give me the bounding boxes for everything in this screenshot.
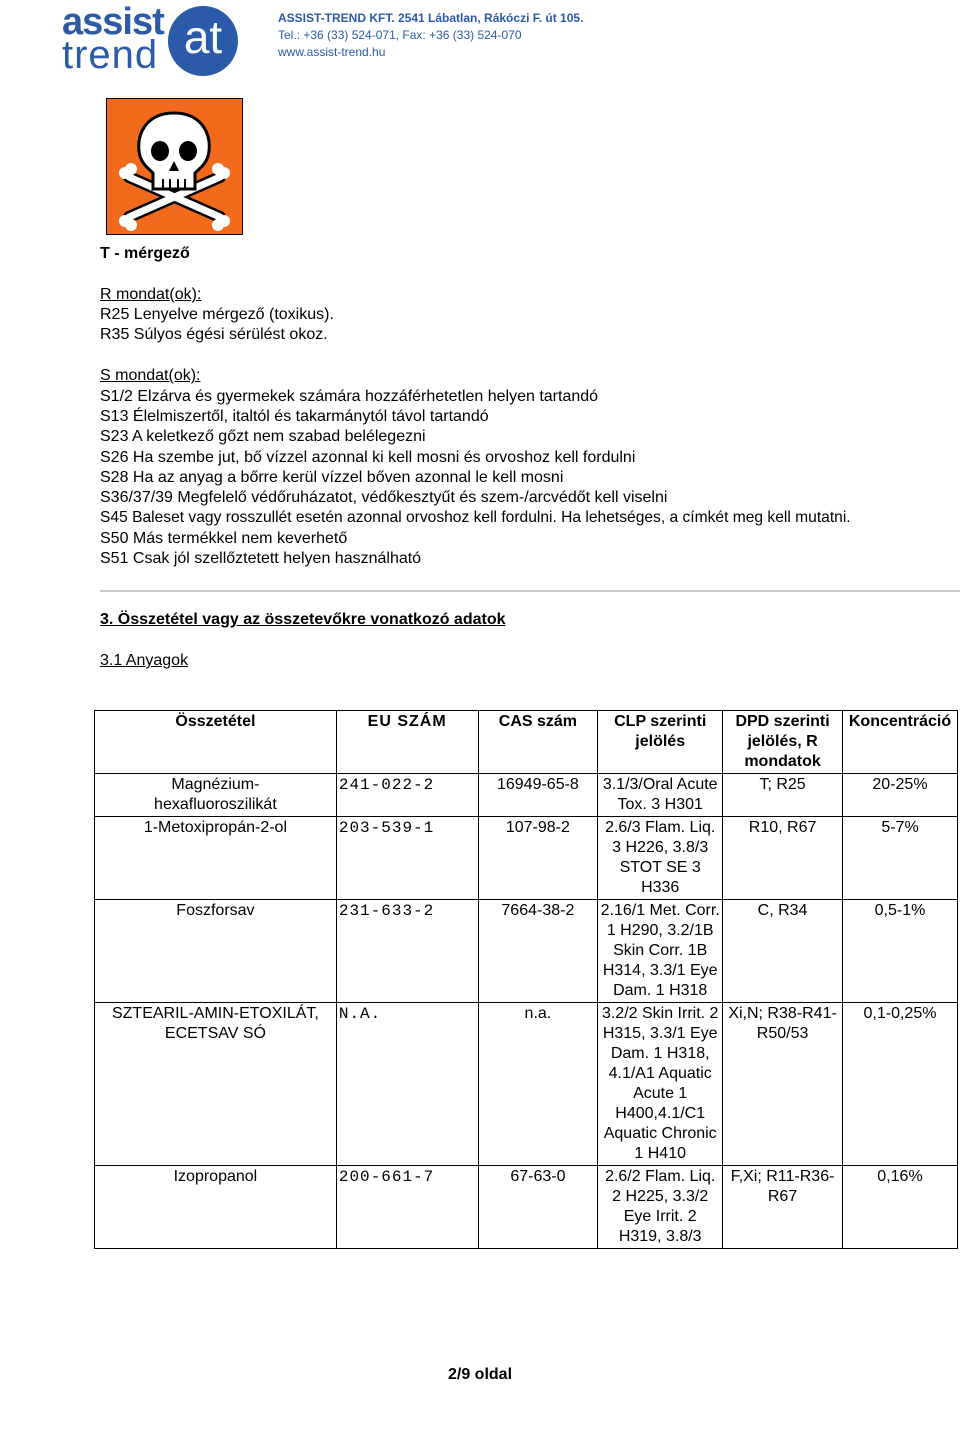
s-phrase-item: S36/37/39 Megfelelő védőruházatot, védőkesztyűt és szem-/arcvédőt kell viselni (100, 489, 668, 506)
s-phrase-item: S1/2 Elzárva és gyermekek számára hozzáférhetetlen helyen tartandó (100, 388, 599, 405)
table-row (95, 817, 958, 900)
s-phrase-item: S13 Élelmiszertől, italtól és takarmánytól távol tartandó (100, 408, 489, 425)
col-header-dpd: DPD szerinti jelölés, R mondatok (723, 711, 843, 774)
cell-name: 1-Metoxipropán-2-ol (95, 817, 337, 900)
cell-clp: 3.1/3/Oral Acute Tox. 3 H301 (598, 774, 723, 817)
cell-clp: 3.2/2 Skin Irrit. 2 H315, 3.3/1 Eye Dam. 1 H318, 4.1/A1 Aquatic Acute 1 H400,4.1/C1 Aquatic Chronic 1 H410 (598, 1003, 723, 1166)
cell-name: Foszforsav (95, 900, 337, 1003)
company-info (278, 10, 583, 61)
s-phrases-heading: S mondat(ok): (100, 367, 201, 384)
logo-trend-text: trend (62, 33, 159, 77)
logo-at-badge: at (168, 6, 238, 76)
hazard-label: T - mérgező (100, 245, 190, 262)
table-row (95, 774, 958, 817)
cell-cas: 7664-38-2 (478, 900, 598, 1003)
logo-assist-text: assist (62, 1, 164, 43)
s-phrase-item: S23 A keletkező gőzt nem szabad belélegezni (100, 428, 426, 445)
company-contact: Tel.: +36 (33) 524-071, Fax: +36 (33) 524-070 (278, 28, 522, 42)
cell-clp: 2.16/1 Met. Corr. 1 H290, 3.2/1B Skin Corr. 1B H314, 3.3/1 Eye Dam. 1 H318 (598, 900, 723, 1003)
cell-dpd: Xi,N; R38-R41-R50/53 (723, 1003, 843, 1166)
col-header-cas: CAS szám (478, 711, 598, 774)
table-row (95, 1003, 958, 1166)
composition-table (94, 710, 958, 1249)
cell-dpd: R10, R67 (723, 817, 843, 900)
cell-dpd: T; R25 (723, 774, 843, 817)
company-logo (62, 1, 242, 77)
company-website[interactable]: www.assist-trend.hu (278, 45, 386, 59)
s-phrase-item: S51 Csak jól szellőztetett helyen használható (100, 550, 422, 567)
cell-cas: 107-98-2 (478, 817, 598, 900)
col-header-composition: Összetétel (95, 711, 337, 774)
col-header-clp: CLP szerinti jelölés (598, 711, 723, 774)
cell-eu: 203-539-1 (336, 817, 478, 900)
section-title: 3. Összetétel vagy az összetevőkre vonatkozó adatok (100, 611, 506, 628)
cell-cas: 16949-65-8 (478, 774, 598, 817)
section-subtitle: 3.1 Anyagok (100, 652, 189, 669)
cell-conc: 0,5-1% (842, 900, 957, 1003)
cell-name: Izopropanol (95, 1166, 337, 1249)
cell-name: Magnézium-hexafluoroszilikát (95, 774, 337, 817)
cell-eu: 231-633-2 (336, 900, 478, 1003)
cell-conc: 0,16% (842, 1166, 957, 1249)
cell-cas: n.a. (478, 1003, 598, 1166)
s-phrase-item: S28 Ha az anyag a bőrre kerül vízzel bőven azonnal le kell mosni (100, 469, 564, 486)
skull-crossbones-icon (106, 98, 243, 235)
cell-eu: 200-661-7 (336, 1166, 478, 1249)
cell-conc: 20-25% (842, 774, 957, 817)
r-phrases-heading: R mondat(ok): (100, 286, 202, 303)
cell-eu: N.A. (336, 1003, 478, 1166)
section-divider (100, 590, 960, 592)
cell-conc: 5-7% (842, 817, 957, 900)
company-name: ASSIST-TREND KFT. 2541 Lábatlan, Rákóczi F. út 105. (278, 11, 584, 25)
page-number: 2/9 oldal (447, 1366, 513, 1383)
col-header-conc: Koncentráció (842, 711, 957, 774)
col-header-eu: EU SZÁM (336, 711, 478, 774)
s-phrase-item: S50 Más termékkel nem keverhető (100, 530, 348, 547)
table-row (95, 900, 958, 1003)
cell-dpd: C, R34 (723, 900, 843, 1003)
r-phrase-item: R25 Lenyelve mérgező (toxikus). (100, 306, 334, 323)
table-row (95, 1166, 958, 1249)
cell-eu: 241-022-2 (336, 774, 478, 817)
cell-clp: 2.6/3 Flam. Liq. 3 H226, 3.8/3 STOT SE 3 H336 (598, 817, 723, 900)
s-phrase-item: S45 Baleset vagy rosszullét esetén azonnal orvoshoz kell fordulni. Ha lehetséges, a címkét meg kell mutatni. (100, 509, 851, 526)
s-phrase-item: S26 Ha szembe jut, bő vízzel azonnal ki kell mosni és orvoshoz kell fordulni (100, 449, 636, 466)
cell-cas: 67-63-0 (478, 1166, 598, 1249)
cell-name: SZTEARIL-AMIN-ETOXILÁT, ECETSAV SÓ (95, 1003, 337, 1166)
table-header-row (95, 711, 958, 774)
cell-clp: 2.6/2 Flam. Liq. 2 H225, 3.3/2 Eye Irrit. 2 H319, 3.8/3 (598, 1166, 723, 1249)
cell-dpd: F,Xi; R11-R36-R67 (723, 1166, 843, 1249)
r-phrase-item: R35 Súlyos égési sérülést okoz. (100, 326, 328, 343)
cell-conc: 0,1-0,25% (842, 1003, 957, 1166)
